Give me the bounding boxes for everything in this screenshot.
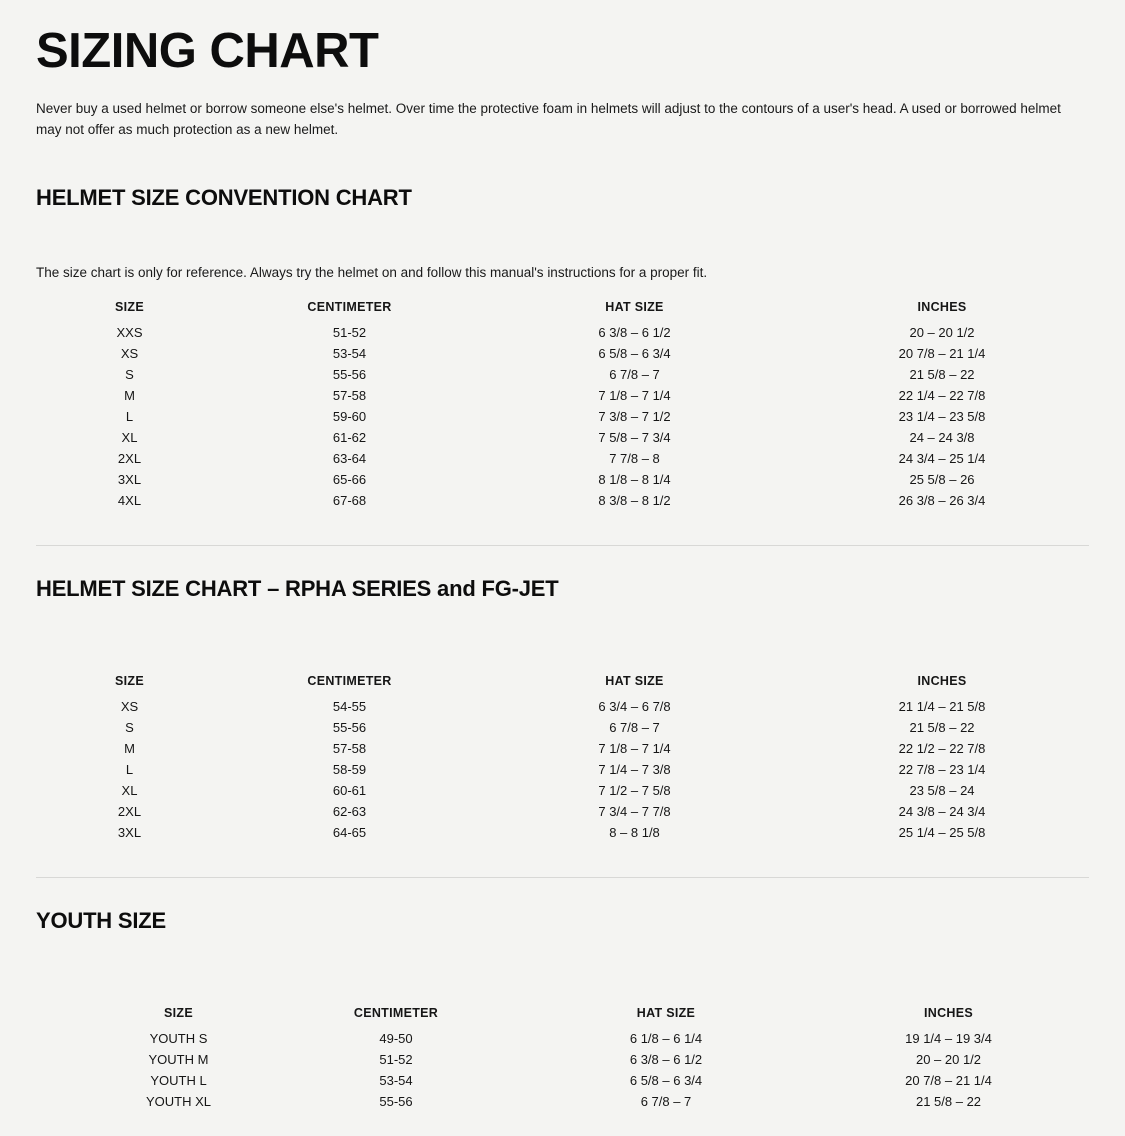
column-header-size: SIZE — [164, 1005, 193, 1020]
column-header-inches: INCHES — [917, 299, 967, 314]
cell-inches: 22 1/2 – 22 7/8 — [898, 740, 986, 756]
cell-size: 3XL — [117, 471, 142, 487]
cell-centimeter: 65-66 — [332, 471, 367, 487]
cell-size: XL — [121, 429, 138, 445]
cell-hat-size: 6 7/8 – 7 — [609, 719, 660, 735]
cell-centimeter: 49-50 — [379, 1030, 413, 1046]
cell-inches: 24 3/8 – 24 3/4 — [898, 803, 986, 819]
cell-hat-size: 6 3/8 – 6 1/2 — [598, 324, 671, 340]
cell-hat-size: 6 5/8 – 6 3/4 — [598, 345, 671, 361]
cell-hat-size: 8 3/8 – 8 1/2 — [598, 492, 671, 508]
cell-size: 2XL — [117, 803, 142, 819]
cell-size: YOUTH S — [149, 1030, 208, 1046]
cell-size: M — [124, 740, 135, 756]
cell-centimeter: 60-61 — [332, 782, 367, 798]
section-note: The size chart is only for reference. Always try the helmet on and follow this manual's instructions for a proper fit. — [36, 265, 708, 281]
intro-paragraph: Never buy a used helmet or borrow someone else's helmet. Over time the protective foam in helmets will adjust to the contours of a user's head. A used or borrowed helmet may not offer as much protection as a new helmet. — [36, 101, 1061, 138]
table-row — [42, 427, 1097, 448]
cell-hat-size: 7 3/4 – 7 7/8 — [598, 803, 671, 819]
cell-hat-size: 7 1/8 – 7 1/4 — [598, 387, 671, 403]
cell-hat-size: 6 5/8 – 6 3/4 — [629, 1072, 703, 1088]
cell-size: M — [124, 387, 135, 403]
column-header-size: SIZE — [115, 299, 144, 314]
table-row — [42, 448, 1097, 469]
section-heading: YOUTH SIZE — [36, 907, 167, 933]
cell-inches: 22 1/4 – 22 7/8 — [898, 387, 986, 403]
cell-size: XXS — [116, 324, 143, 340]
table-header-row — [91, 1004, 1091, 1028]
cell-size: S — [125, 366, 134, 382]
cell-centimeter: 55-56 — [332, 719, 367, 735]
cell-inches: 20 7/8 – 21 1/4 — [905, 1072, 992, 1088]
table-row — [42, 822, 1097, 843]
table-row — [42, 364, 1097, 385]
table-row — [42, 717, 1097, 738]
table-row — [91, 1070, 1091, 1091]
column-header-hat-size: HAT SIZE — [605, 299, 664, 314]
cell-hat-size: 6 7/8 – 7 — [640, 1093, 692, 1109]
cell-hat-size: 6 7/8 – 7 — [609, 366, 660, 382]
cell-centimeter: 55-56 — [332, 366, 367, 382]
cell-inches: 25 5/8 – 26 — [909, 471, 975, 487]
column-header-centimeter: CENTIMETER — [307, 673, 392, 688]
cell-inches: 25 1/4 – 25 5/8 — [898, 824, 986, 840]
cell-size: YOUTH L — [150, 1072, 207, 1088]
cell-size: 2XL — [117, 450, 142, 466]
cell-size: XL — [121, 782, 138, 798]
cell-inches: 21 5/8 – 22 — [915, 1093, 982, 1109]
size-table-convention — [42, 298, 1097, 511]
table-row — [42, 738, 1097, 759]
cell-centimeter: 51-52 — [379, 1051, 413, 1067]
column-header-hat-size: HAT SIZE — [605, 673, 664, 688]
section-heading: HELMET SIZE CONVENTION CHART — [36, 185, 412, 211]
cell-inches: 20 – 20 1/2 — [909, 324, 975, 340]
size-table-youth — [91, 1004, 1091, 1112]
cell-centimeter: 59-60 — [332, 408, 367, 424]
table-row — [42, 469, 1097, 490]
cell-inches: 24 3/4 – 25 1/4 — [898, 450, 986, 466]
table-row — [42, 759, 1097, 780]
cell-inches: 21 5/8 – 22 — [909, 719, 975, 735]
cell-centimeter: 64-65 — [332, 824, 367, 840]
cell-hat-size: 7 5/8 – 7 3/4 — [598, 429, 671, 445]
section-divider — [36, 877, 1089, 878]
cell-centimeter: 51-52 — [332, 324, 367, 340]
cell-hat-size: 7 1/2 – 7 5/8 — [598, 782, 671, 798]
cell-inches: 24 – 24 3/8 — [909, 429, 975, 445]
column-header-inches: INCHES — [923, 1005, 974, 1020]
column-header-hat-size: HAT SIZE — [636, 1005, 696, 1020]
cell-size: XS — [120, 698, 139, 714]
cell-inches: 21 1/4 – 21 5/8 — [898, 698, 986, 714]
cell-centimeter: 62-63 — [332, 803, 367, 819]
cell-hat-size: 7 1/8 – 7 1/4 — [598, 740, 671, 756]
size-table-rpha — [42, 672, 1097, 843]
cell-inches: 23 1/4 – 23 5/8 — [898, 408, 986, 424]
cell-size: YOUTH M — [148, 1051, 209, 1067]
cell-size: YOUTH XL — [145, 1093, 211, 1109]
column-header-centimeter: CENTIMETER — [307, 299, 392, 314]
cell-size: 3XL — [117, 824, 142, 840]
cell-size: 4XL — [117, 492, 142, 508]
cell-size: L — [125, 408, 134, 424]
cell-inches: 20 – 20 1/2 — [915, 1051, 982, 1067]
cell-hat-size: 6 3/4 – 6 7/8 — [598, 698, 671, 714]
column-header-centimeter: CENTIMETER — [353, 1005, 439, 1020]
cell-hat-size: 8 1/8 – 8 1/4 — [598, 471, 671, 487]
cell-hat-size: 7 7/8 – 8 — [609, 450, 660, 466]
cell-centimeter: 53-54 — [379, 1072, 413, 1088]
cell-hat-size: 6 1/8 – 6 1/4 — [629, 1030, 703, 1046]
table-row — [91, 1028, 1091, 1049]
cell-centimeter: 57-58 — [332, 740, 367, 756]
cell-centimeter: 61-62 — [332, 429, 367, 445]
cell-centimeter: 67-68 — [332, 492, 367, 508]
table-row — [42, 780, 1097, 801]
table-row — [91, 1091, 1091, 1112]
cell-inches: 20 7/8 – 21 1/4 — [898, 345, 986, 361]
section-divider — [36, 545, 1089, 546]
cell-inches: 19 1/4 – 19 3/4 — [905, 1030, 992, 1046]
cell-size: XS — [120, 345, 139, 361]
cell-hat-size: 6 3/8 – 6 1/2 — [629, 1051, 703, 1067]
table-header-row — [42, 298, 1097, 322]
section-helmet-size-rpha — [36, 576, 1089, 843]
table-row — [42, 490, 1097, 511]
table-row — [42, 343, 1097, 364]
cell-centimeter: 58-59 — [332, 761, 367, 777]
cell-size: S — [125, 719, 134, 735]
cell-hat-size: 7 3/8 – 7 1/2 — [598, 408, 671, 424]
table-row — [42, 322, 1097, 343]
table-row — [42, 406, 1097, 427]
cell-centimeter: 54-55 — [332, 698, 367, 714]
page-title: SIZING CHART — [36, 24, 379, 78]
table-header-row — [42, 672, 1097, 696]
table-row — [42, 801, 1097, 822]
table-row — [42, 696, 1097, 717]
cell-inches: 22 7/8 – 23 1/4 — [898, 761, 986, 777]
cell-inches: 21 5/8 – 22 — [909, 366, 975, 382]
cell-inches: 23 5/8 – 24 — [909, 782, 975, 798]
section-youth-size — [36, 908, 1089, 1112]
column-header-size: SIZE — [115, 673, 144, 688]
cell-centimeter: 55-56 — [379, 1093, 413, 1109]
table-row — [42, 385, 1097, 406]
column-header-inches: INCHES — [917, 673, 967, 688]
cell-centimeter: 63-64 — [332, 450, 367, 466]
table-row — [91, 1049, 1091, 1070]
cell-inches: 26 3/8 – 26 3/4 — [898, 492, 986, 508]
cell-centimeter: 53-54 — [332, 345, 367, 361]
section-heading: HELMET SIZE CHART – RPHA SERIES and FG-JET — [36, 575, 559, 601]
cell-hat-size: 8 – 8 1/8 — [609, 824, 660, 840]
cell-size: L — [125, 761, 134, 777]
cell-centimeter: 57-58 — [332, 387, 367, 403]
cell-hat-size: 7 1/4 – 7 3/8 — [598, 761, 671, 777]
section-helmet-size-convention — [36, 185, 1089, 510]
